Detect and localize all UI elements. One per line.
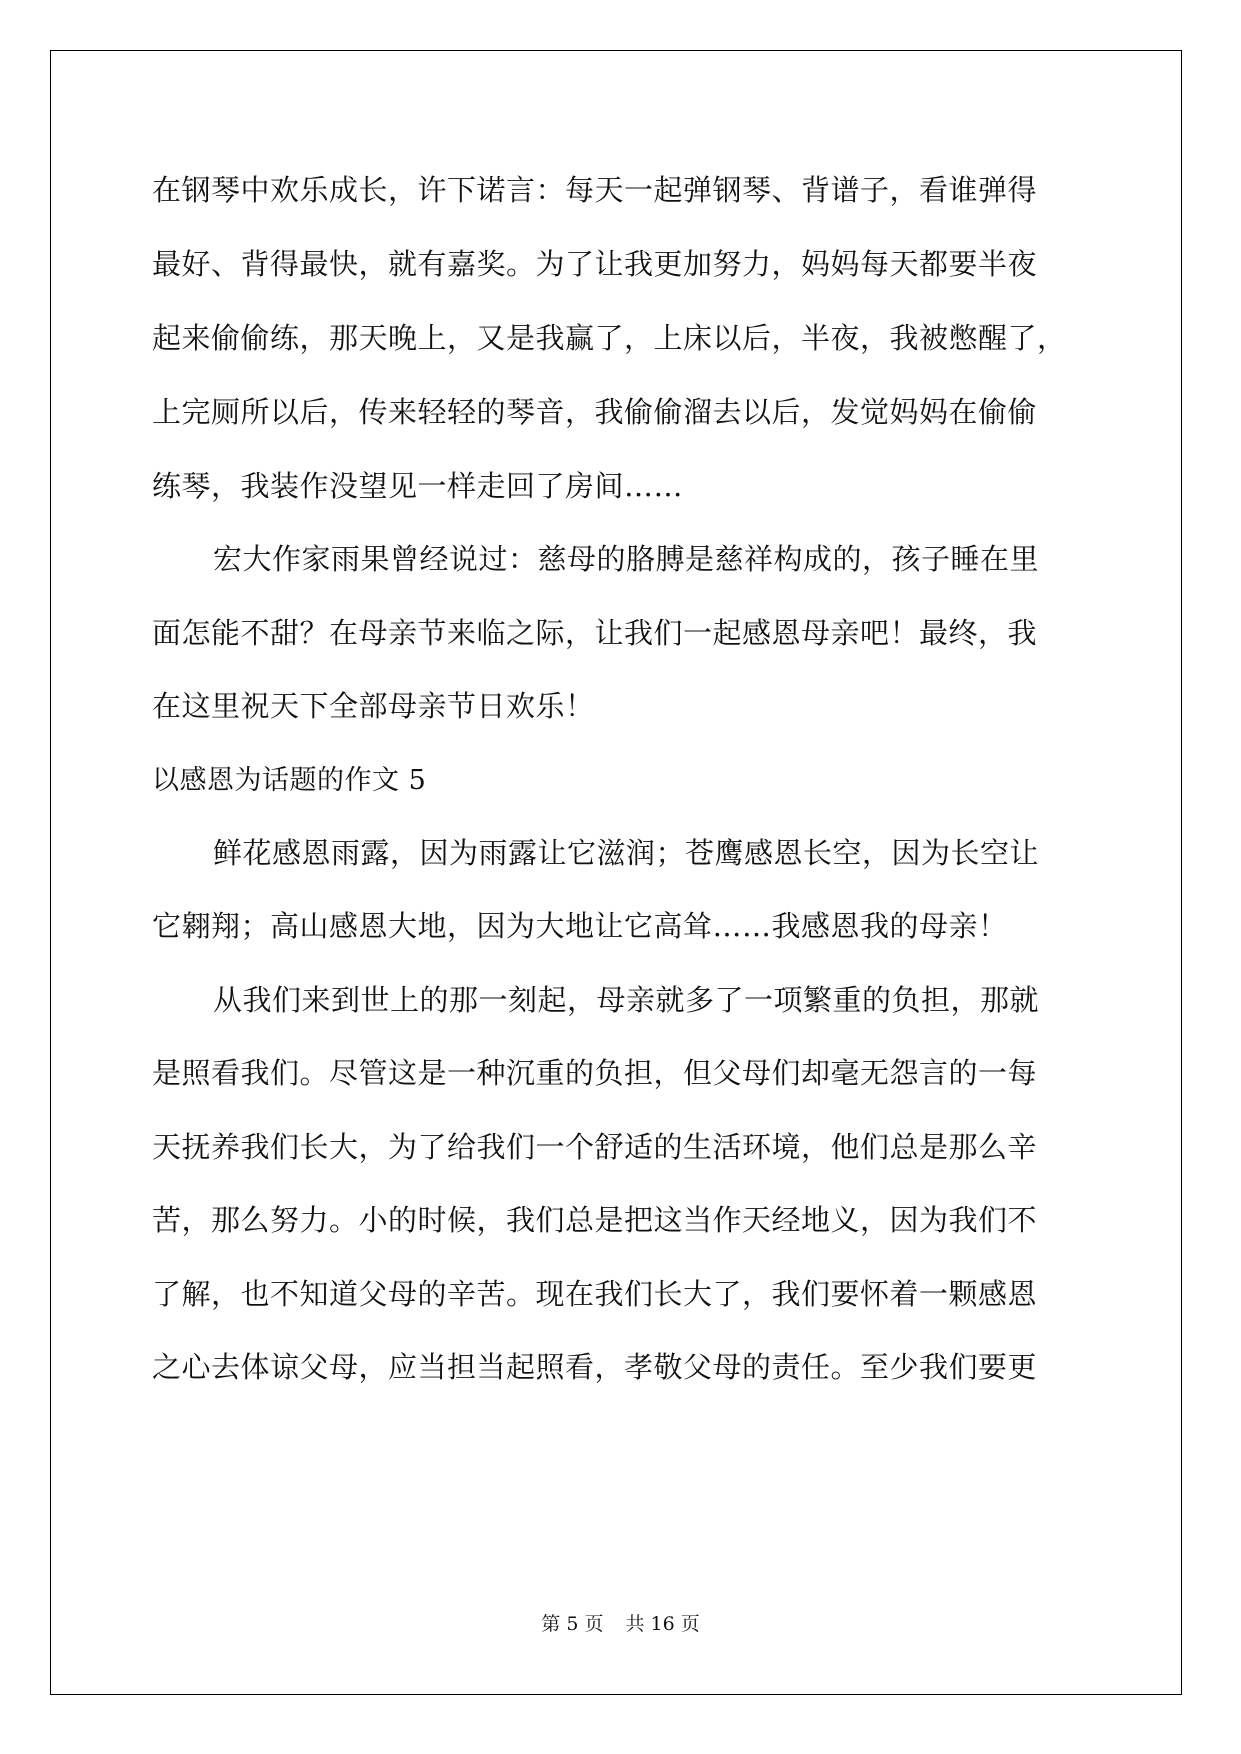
body-text-line: 上完厕所以后，传来轻轻的琴音，我偷偷溜去以后，发觉妈妈在偷偷 bbox=[152, 395, 1038, 429]
section-heading: 以感恩为话题的作文 5 bbox=[152, 765, 427, 796]
paragraph-start-line: 从我们来到世上的那一刻起，母亲就多了一项繁重的负担，那就 bbox=[213, 983, 1040, 1017]
body-text-line: 练琴，我装作没望见一样走回了房间…… bbox=[152, 469, 684, 503]
body-text-line: 苦，那么努力。小的时候，我们总是把这当作天经地义，因为我们不 bbox=[152, 1203, 1038, 1237]
body-text-line: 面怎能不甜？在母亲节来临之际，让我们一起感恩母亲吧！最终，我 bbox=[152, 616, 1038, 650]
body-text-line: 是照看我们。尽管这是一种沉重的负担，但父母们却毫无怨言的一每 bbox=[152, 1056, 1038, 1090]
paragraph-start-line: 鲜花感恩雨露，因为雨露让它滋润；苍鹰感恩长空，因为长空让 bbox=[213, 836, 1040, 870]
page-footer bbox=[0, 1612, 1241, 1636]
body-text-line: 天抚养我们长大，为了给我们一个舒适的生活环境，他们总是那么辛 bbox=[152, 1130, 1038, 1164]
body-text-line: 最好、背得最快，就有嘉奖。为了让我更加努力，妈妈每天都要半夜 bbox=[152, 247, 1038, 281]
body-text-line: 起来偷偷练，那天晚上，又是我赢了，上床以后，半夜，我被憋醒了， bbox=[152, 321, 1067, 355]
body-text-line: 在钢琴中欢乐成长，许下诺言：每天一起弹钢琴、背谱子，看谁弹得 bbox=[152, 173, 1038, 207]
page-number: 第 5 页 bbox=[541, 1613, 604, 1635]
body-text-line: 之心去体谅父母，应当担当起照看，孝敬父母的责任。至少我们要更 bbox=[152, 1350, 1038, 1384]
page-total: 共 16 页 bbox=[625, 1613, 700, 1635]
body-text-line: 了解，也不知道父母的辛苦。现在我们长大了，我们要怀着一颗感恩 bbox=[152, 1277, 1038, 1311]
paragraph-start-line: 宏大作家雨果曾经说过：慈母的胳膊是慈祥构成的，孩子睡在里 bbox=[213, 542, 1040, 576]
body-text-line: 它翱翔；高山感恩大地，因为大地让它高耸……我感恩我的母亲！ bbox=[152, 909, 1008, 943]
body-text-line: 在这里祝天下全部母亲节日欢乐！ bbox=[152, 689, 595, 723]
